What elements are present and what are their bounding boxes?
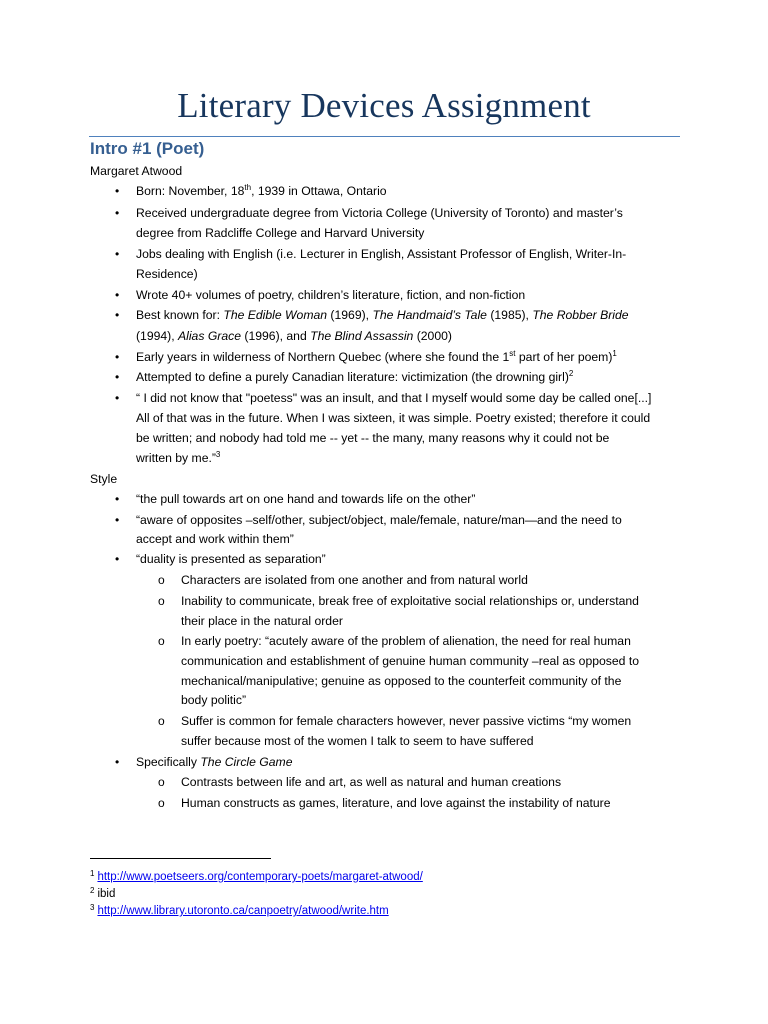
jobs-line-1: Jobs dealing with English (i.e. Lecturer in English, Assistant Professor of English, Writer-In- xyxy=(136,247,627,261)
book-title: The Circle Game xyxy=(200,755,293,769)
footnote-mark: 1 xyxy=(90,869,95,878)
bullet-icon: • xyxy=(115,308,120,322)
sub-bullet-icon: o xyxy=(158,775,165,789)
book-title: The Handmaid’s Tale xyxy=(372,308,487,322)
footnote-mark: 2 xyxy=(90,886,95,895)
style-label: Style xyxy=(90,472,118,486)
degree-line-2: degree from Radcliffe College and Harvard University xyxy=(136,226,425,240)
book-title: Alias Grace xyxy=(178,329,242,343)
sub-bullet-icon: o xyxy=(158,594,165,608)
sub-item-inability-1: Inability to communicate, break free of exploitative social relationships or, understand xyxy=(181,594,639,608)
book-year: (1996), and xyxy=(241,329,311,343)
bullet-icon: • xyxy=(115,247,120,261)
sub-item-isolated: Characters are isolated from one another and from natural world xyxy=(181,573,528,587)
poet-name: Margaret Atwood xyxy=(90,164,183,178)
quote-line-2: All of that was in the future. When I was sixteen, it was simple. Poetry existed; therefore it could xyxy=(136,411,651,425)
bullet-icon: • xyxy=(115,350,120,364)
born-text: Born: November, 18 xyxy=(136,184,245,198)
footnote-1 xyxy=(90,867,423,884)
section-heading: Intro #1 (Poet) xyxy=(90,139,205,158)
footnote-link[interactable]: http://www.poetseers.org/contemporary-poets/margaret-atwood/ xyxy=(97,871,423,883)
footnote-text: ibid xyxy=(97,888,116,900)
aware-line-1: “aware of opposites –self/other, subject/object, male/female, nature/man—and the need to xyxy=(136,513,622,527)
jobs-line-2: Residence) xyxy=(136,267,198,281)
attempted-item xyxy=(136,369,573,385)
aware-line-2: accept and work within them” xyxy=(136,532,294,546)
early-sup: st xyxy=(509,349,516,358)
bullet-icon: • xyxy=(115,755,120,769)
sub-item-constructs: Human constructs as games, literature, and love against the instability of nature xyxy=(181,796,611,810)
sub-bullet-icon: o xyxy=(158,634,165,648)
volumes-item: Wrote 40+ volumes of poetry, children’s literature, fiction, and non-fiction xyxy=(136,288,526,302)
quote-line-3: be written; and nobody had told me -- yet -- the many, many reasons why it could not be xyxy=(136,431,610,445)
book-year: (1994), xyxy=(136,329,179,343)
born-text-end: , 1939 in Ottawa, Ontario xyxy=(251,184,387,198)
sub-item-early-poetry-3: mechanical/manipulative; genuine as opposed to the counterfeit community of the xyxy=(181,674,622,688)
footnote-link[interactable]: http://www.library.utoronto.ca/canpoetry/atwood/write.htm xyxy=(97,905,389,917)
bullet-icon: • xyxy=(115,370,120,384)
footnote-ref: 3 xyxy=(215,450,221,459)
early-years-item xyxy=(136,349,617,365)
known-label: Best known for: xyxy=(136,308,224,322)
footnote-2 xyxy=(90,884,115,901)
degree-line-1: Received undergraduate degree from Victoria College (University of Toronto) and master’s xyxy=(136,206,623,220)
duality-item: “duality is presented as separation” xyxy=(136,552,326,566)
footnote-separator xyxy=(90,858,271,859)
early-text-end: part of her poem) xyxy=(515,350,613,364)
sub-bullet-icon: o xyxy=(158,796,165,810)
book-title: The Edible Woman xyxy=(223,308,328,322)
quote-line-4 xyxy=(136,450,220,466)
born-item xyxy=(136,183,387,199)
specifically-item xyxy=(136,754,292,770)
book-title: The Blind Assassin xyxy=(310,329,414,343)
footnote-ref: 1 xyxy=(612,349,617,358)
title-underline xyxy=(89,136,680,137)
specifically-text: Specifically xyxy=(136,755,201,769)
known-line-1 xyxy=(136,307,629,323)
page-title: Literary Devices Assignment xyxy=(177,86,591,125)
bullet-icon: • xyxy=(115,391,120,405)
known-line-2 xyxy=(136,328,452,344)
footnote-mark: 3 xyxy=(90,903,95,912)
book-year: (2000) xyxy=(413,329,452,343)
book-title: The Robber Bride xyxy=(532,308,629,322)
footnote-3 xyxy=(90,901,389,918)
bullet-icon: • xyxy=(115,206,120,220)
book-year: (1969), xyxy=(327,308,373,322)
footnote-ref: 2 xyxy=(568,369,574,378)
sub-item-early-poetry-2: communication and establishment of genuine human community –real as opposed to xyxy=(181,654,639,668)
attempted-text: Attempted to define a purely Canadian literature: victimization (the drowning girl) xyxy=(136,370,569,384)
early-text: Early years in wilderness of Northern Quebec (where she found the 1 xyxy=(136,350,510,364)
sub-item-contrasts: Contrasts between life and art, as well as natural and human creations xyxy=(181,775,562,789)
born-sup: th xyxy=(244,183,252,192)
quote-text-end: written by me.” xyxy=(136,451,216,465)
quote-line-1: “ I did not know that "poetess" was an insult, and that I myself would some day be called one[...] xyxy=(136,391,652,405)
sub-item-suffer-1: Suffer is common for female characters however, never passive victims “my women xyxy=(181,714,632,728)
sub-item-inability-2: their place in the natural order xyxy=(181,614,343,628)
sub-bullet-icon: o xyxy=(158,573,165,587)
bullet-icon: • xyxy=(115,492,120,506)
bullet-icon: • xyxy=(115,288,120,302)
sub-bullet-icon: o xyxy=(158,714,165,728)
bullet-icon: • xyxy=(115,552,120,566)
bullet-icon: • xyxy=(115,184,120,198)
pull-item: “the pull towards art on one hand and towards life on the other” xyxy=(136,492,476,506)
book-year: (1985), xyxy=(486,308,533,322)
sub-item-early-poetry-4: body politic” xyxy=(181,693,247,707)
sub-item-early-poetry-1: In early poetry: “acutely aware of the problem of alienation, the need for real human xyxy=(181,634,631,648)
bullet-icon: • xyxy=(115,513,120,527)
sub-item-suffer-2: suffer because most of the women I talk to seem to have suffered xyxy=(181,734,534,748)
